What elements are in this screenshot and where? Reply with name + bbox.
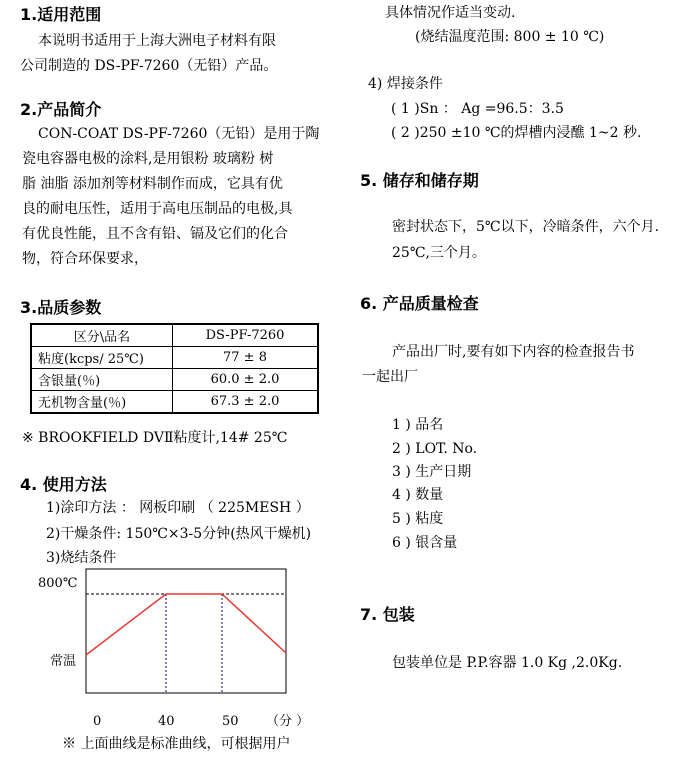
inspection-item: 4 ) 数量 (392, 487, 444, 503)
firing-curve-graph (0, 560, 340, 735)
section-1-line-1: 本说明书适用于上海大洲电子材料有限 (38, 33, 276, 49)
x-tick-0: 0 (93, 714, 102, 729)
section-4b-title: 4) 焊接条件 (368, 76, 443, 92)
y-label-bottom: 常温 (50, 654, 77, 669)
solder-item-1: ( 1 )Sn ： Ag =96.5：3.5 (391, 101, 564, 117)
inspection-item: 2 ) LOT. No. (392, 441, 478, 457)
packaging-line: 包装单位是 P.P.容器 1.0 Kg ,2.0Kg. (392, 655, 623, 671)
y-label-top: 800℃ (38, 576, 78, 591)
table-row (31, 369, 318, 391)
storage-line-1: 密封状态下，5℃以下，冷暗条件，六个月. (392, 219, 660, 235)
inspection-item: 6 ) 银含量 (392, 535, 458, 551)
section-2-line-6: 物，符合环保要求， (22, 251, 148, 267)
table-cell: 77 ± 8 (173, 347, 319, 369)
x-tick-40: 40 (158, 714, 175, 729)
quality-table (30, 323, 319, 414)
table-cell: 无机物含量(％) (31, 391, 173, 414)
section-2-title: 2.产品简介 (20, 100, 102, 119)
method-item-1: 1)涂印方法 ： 网板印刷 （ 225MESH ） (46, 500, 310, 516)
table-header-cell: 区分\品名 (31, 324, 173, 347)
x-tick-50: 50 (222, 714, 239, 729)
table-cell: 含银量(％) (31, 369, 173, 391)
section-2-line-4: 良的耐电压性，适用于高电压制品的电极,具 (22, 201, 293, 217)
graph-frame (86, 569, 286, 693)
section-1-title: 1.适用范围 (20, 5, 102, 24)
table-row (31, 347, 318, 369)
table-cell: 粘度(kcps/ 25℃) (31, 347, 173, 369)
table-cell: 60.0 ± 2.0 (173, 369, 319, 391)
section-2-line-2: 瓷电容器电极的涂料,是用银粉 玻璃粉 树 (22, 151, 274, 167)
section-2-line-5: 有优良性能，且不含有铅、镉及它们的化合 (22, 226, 288, 242)
table-header-cell: DS-PF-7260 (173, 324, 319, 347)
section-3-title: 3.品质参数 (20, 298, 102, 317)
inspection-line-1: 产品出厂时,要有如下内容的检查报告书 (392, 344, 635, 360)
section-2-body (22, 122, 319, 272)
firing-curve (86, 594, 286, 655)
solder-item-2: ( 2 )250 ±10 ℃的焊槽内浸醮 1~2 秒. (391, 125, 642, 141)
section-6-title: 6. 产品质量检查 (360, 294, 479, 313)
table-cell: 67.3 ± 2.0 (173, 391, 319, 414)
section-4-title: 4. 使用方法 (20, 475, 107, 494)
inspection-item: 5 ) 粘度 (392, 511, 444, 527)
storage-line-2: 25℃,三个月。 (392, 245, 486, 261)
method-item-2: 2)干燥条件: 150℃×3-5分钟(热风干燥机) (46, 526, 312, 542)
table-row (31, 391, 318, 414)
inspection-line-2: 一起出厂 (362, 369, 418, 385)
continuation-line-2: (烧结温度范围: 800 ± 10 ℃) (415, 29, 605, 45)
table-header-row (31, 324, 318, 347)
table-note: ※ BROOKFIELD DVⅡ粘度计,14# 25℃ (22, 430, 288, 446)
section-7-title: 7. 包装 (360, 605, 415, 624)
section-2-line-1: CON-COAT DS-PF-7260（无铅）是用于陶 (38, 126, 320, 142)
curve-note: ※ 上面曲线是标准曲线，可根据用户 (62, 736, 291, 752)
section-2-line-3: 脂 油脂 添加剂等材料制作而成，它具有优 (22, 176, 283, 192)
continuation-line-1: 具体情况作适当变动. (385, 5, 516, 21)
section-1-line-2: 公司制造的 DS-PF-7260（无铅）产品。 (20, 58, 278, 74)
method-item-3: 3)烧结条件 (46, 550, 117, 566)
section-5-title: 5. 储存和储存期 (360, 171, 479, 190)
inspection-item: 1 ) 品名 (392, 417, 444, 433)
section-1-body (20, 29, 277, 79)
inspection-item: 3 ) 生产日期 (392, 464, 472, 480)
x-unit-label: （分 ） (266, 714, 310, 729)
